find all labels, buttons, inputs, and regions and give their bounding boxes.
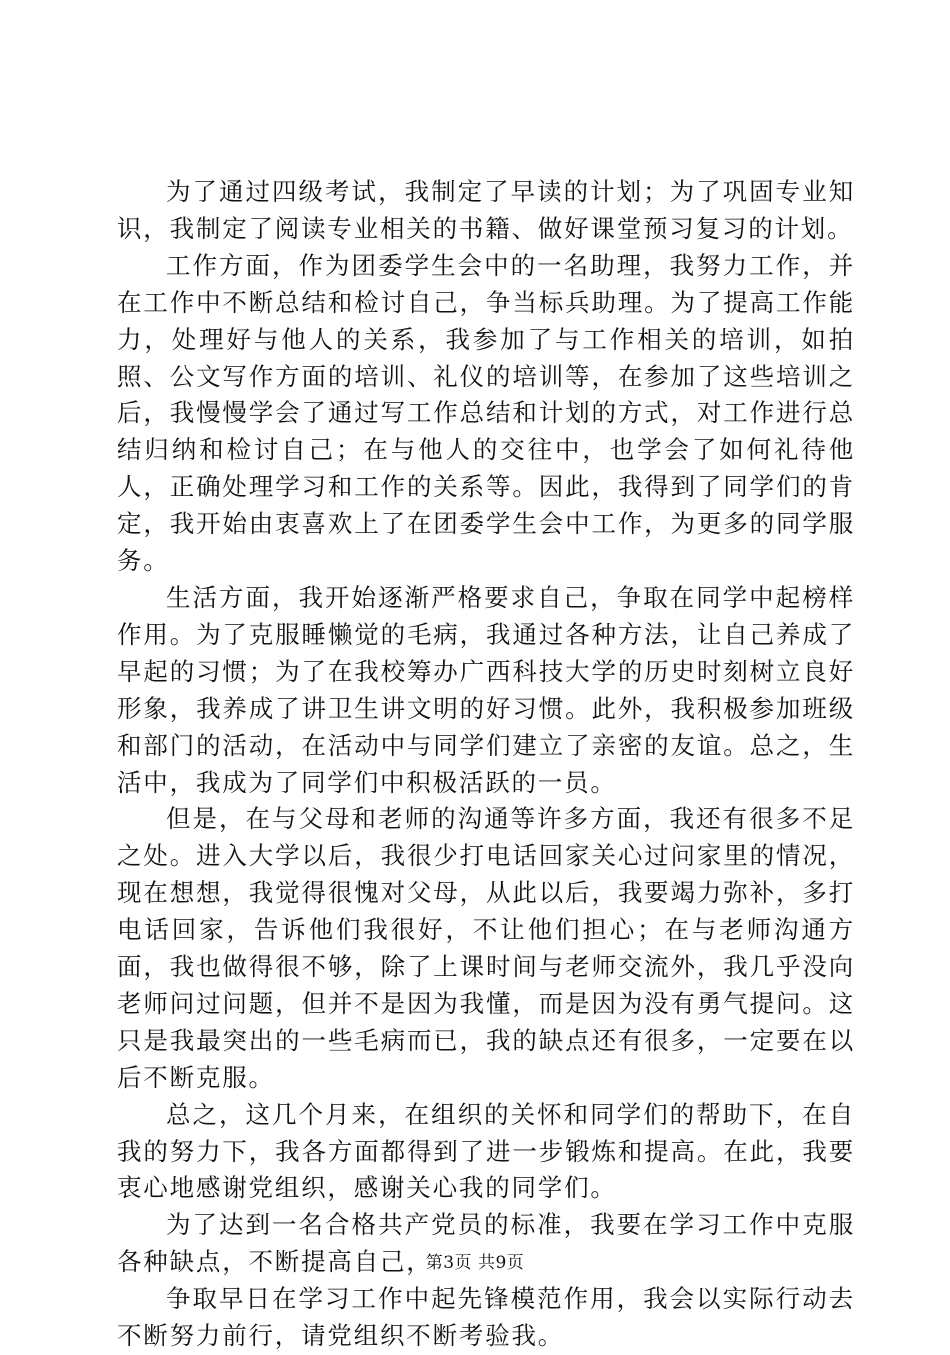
paragraph-standard: 为了达到一名合格共产党员的标准，我要在学习工作中克服各种缺点，不断提高自己，: [117, 1210, 855, 1277]
paragraph-shortcomings: 但是，在与父母和老师的沟通等许多方面，我还有很多不足之处。进入大学以后，我很少打电话回家关心过问家里的情况，现在想想，我觉得很愧对父母，从此以后，我要竭力弥补，多打电话回家，告诉他们我很好，不让他们担心；在与老师沟通方面，我也做得很不够，除了上课时间与老师交流外，我几乎没向老师问过问题，但并不是因为我懂，而是因为没有勇气提问。这只是我最突出的一些毛病而已，我的缺点还有很多，一定要在以后不断克服。: [117, 804, 855, 1092]
page-number-footer: 第3页 共9页: [425, 1253, 525, 1273]
paragraph-study-plan: 为了通过四级考试，我制定了早读的计划；为了巩固专业知识，我制定了阅读专业相关的书籍、做好课堂预习复习的计划。: [117, 177, 855, 243]
paragraph-work: 工作方面，作为团委学生会中的一名助理，我努力工作，并在工作中不断总结和检讨自己，争当标兵助理。为了提高工作能力，处理好与他人的关系，我参加了与工作相关的培训，如拍照、公文写作方面的培训、礼仪的培训等，在参加了这些培训之后，我慢慢学会了通过写工作总结和计划的方式，对工作进行总结归纳和检讨自己；在与他人的交往中，也学会了如何礼待他人，正确处理学习和工作的关系等。因此，我得到了同学们的肯定，我开始由衷喜欢上了在团委学生会中工作，为更多的同学服务。: [117, 250, 855, 576]
paragraph-closing: 争取早日在学习工作中起先锋模范作用，我会以实际行动去不断努力前行，请党组织不断考验我。: [117, 1284, 855, 1351]
document-body: [117, 174, 855, 1355]
paragraph-life: 生活方面，我开始逐渐严格要求自己，争取在同学中起榜样作用。为了克服睡懒觉的毛病，我通过各种方法，让自己养成了早起的习惯；为了在我校筹办广西科技大学的历史时刻树立良好形象，我养成了讲卫生讲文明的好习惯。此外，我积极参加班级和部门的活动，在活动中与同学们建立了亲密的友谊。总之，生活中，我成为了同学们中积极活跃的一员。: [117, 582, 855, 797]
paragraph-summary: 总之，这几个月来，在组织的关怀和同学们的帮助下，在自我的努力下，我各方面都得到了进一步锻炼和提高。在此，我要衷心地感谢党组织，感谢关心我的同学们。: [117, 1099, 855, 1203]
